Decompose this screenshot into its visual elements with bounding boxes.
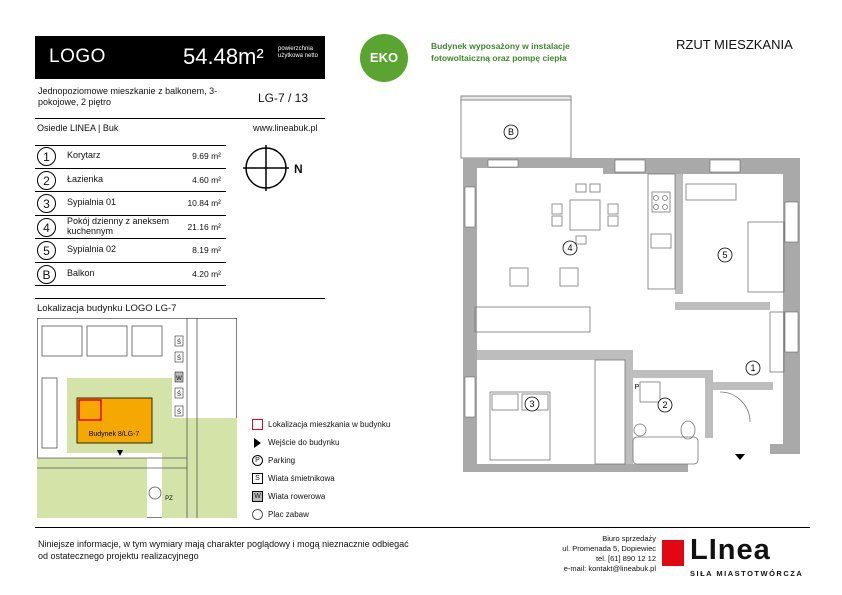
brand-name: LInea xyxy=(690,534,771,566)
red-square-icon xyxy=(252,419,263,430)
legend-label: Wiata rowerowa xyxy=(268,492,326,501)
disclaimer: Niniejsze informacje, w tym wymiary mają charakter poglądowy i mogą nieznacznie odbiegać od ostatecznego projektu realizacyjnego xyxy=(38,539,409,561)
legend-label: Wiata śmietnikowa xyxy=(268,474,335,483)
legend-item xyxy=(252,454,422,472)
office-email[interactable]: e-mail: kontakt@lineabuk.pl xyxy=(563,564,656,573)
brand-logo xyxy=(662,536,810,580)
legend-label: Wejście do budynku xyxy=(268,438,340,447)
room-name: Pokój dzienny z aneksem kuchennym xyxy=(67,215,170,236)
plan-label-room4: 4 xyxy=(567,243,573,253)
location-map xyxy=(37,318,237,518)
room-row xyxy=(35,216,226,240)
bin-shelter-label: Ś xyxy=(176,392,182,398)
legend-item xyxy=(252,472,422,490)
legend-label: Lokalizacja mieszkania w budynku xyxy=(268,420,391,429)
legend-item xyxy=(252,490,422,508)
room-area: 10.84 m² xyxy=(187,198,221,208)
room-area: 4.20 m² xyxy=(192,268,221,279)
plan-label-room5: 5 xyxy=(722,250,728,260)
compass-icon xyxy=(243,145,289,191)
office-phone[interactable]: tel. [61] 890 12 12 xyxy=(595,554,656,563)
north-label: N xyxy=(294,162,303,176)
bin-shelter-icon: Ś xyxy=(252,473,263,484)
room-name: Korytarz xyxy=(67,150,101,160)
room-number: 5 xyxy=(37,241,56,260)
footer-divider xyxy=(35,527,810,528)
legend-label: Plac zabaw xyxy=(268,510,309,519)
apartment-area: 54.48m² xyxy=(183,44,264,69)
brand-tagline: SIŁA MIASTOTWÓRCZA xyxy=(690,569,804,578)
room-row xyxy=(35,192,226,216)
bin-shelter-label: Ś xyxy=(176,410,182,416)
divider xyxy=(35,118,325,119)
map-legend xyxy=(252,418,422,526)
bin-shelter-label: Ś xyxy=(176,340,182,346)
brand-red-square-icon xyxy=(662,540,684,566)
plan-label-room1: 1 xyxy=(750,363,756,373)
unit-code: LG-7 / 13 xyxy=(258,91,309,105)
building-label: Budynek 8/LG-7 xyxy=(88,431,140,438)
room-number: 3 xyxy=(37,194,56,213)
estate-name: Osiedle LINEA | Buk xyxy=(37,123,119,133)
plan-label-parking: P xyxy=(634,384,640,391)
legend-item xyxy=(252,508,422,526)
room-name: Sypialnia 02 xyxy=(67,244,117,254)
area-note: powierzchnia użytkowa netto xyxy=(278,46,319,59)
legend-label: Parking xyxy=(268,456,296,465)
room-number: 2 xyxy=(37,171,56,190)
room-row xyxy=(35,169,226,193)
room-name: Łazienka xyxy=(67,173,104,184)
legend-item xyxy=(252,418,422,436)
plan-label-room3: 3 xyxy=(529,399,535,409)
room-number: 4 xyxy=(37,218,56,237)
plan-label-balcony: B xyxy=(507,127,515,137)
sales-office xyxy=(540,534,656,574)
room-area: 21.16 m² xyxy=(187,221,221,232)
room-name: Balkon xyxy=(67,267,95,278)
room-area: 8.19 m² xyxy=(192,245,221,255)
rooms-table xyxy=(35,145,226,286)
playground-icon xyxy=(252,509,263,520)
playground-label: PZ xyxy=(165,496,173,502)
legend-item xyxy=(252,436,422,454)
office-street: ul. Promenada 5, Dopiewiec xyxy=(562,544,656,553)
eko-description: Budynek wyposażony w instalacje fotowoltaiczną oraz pompę ciepła xyxy=(431,41,570,63)
logo-text: LOGO xyxy=(49,46,106,67)
room-name: Sypialnia 01 xyxy=(67,197,117,207)
plan-title: RZUT MIESZKANIA xyxy=(676,37,793,52)
room-row xyxy=(35,145,226,169)
website-link[interactable]: www.lineabuk.pl xyxy=(253,123,318,133)
room-row xyxy=(35,263,226,287)
parking-icon: P xyxy=(252,455,263,466)
location-title: Lokalizacja budynku LOGO LG-7 xyxy=(37,303,177,314)
divider xyxy=(35,298,325,299)
bike-shelter-label: W xyxy=(176,376,182,382)
room-number: 1 xyxy=(37,147,56,166)
room-area: 9.69 m² xyxy=(192,151,221,161)
floor-plan xyxy=(430,92,810,472)
room-number: B xyxy=(37,265,56,284)
header-box xyxy=(35,36,325,79)
eko-badge: EKO xyxy=(360,34,408,82)
bike-shelter-icon: W xyxy=(252,491,263,502)
entrance-arrow-icon xyxy=(254,438,261,448)
room-row xyxy=(35,239,226,263)
bin-shelter-label: Ś xyxy=(176,356,182,362)
office-title: Biuro sprzedaży xyxy=(602,534,656,543)
room-area: 4.60 m² xyxy=(192,174,221,185)
apartment-description: Jednopoziomowe mieszkanie z balkonem, 3-pokojowe, 2 piętro xyxy=(38,86,218,107)
plan-label-room2: 2 xyxy=(662,400,668,410)
